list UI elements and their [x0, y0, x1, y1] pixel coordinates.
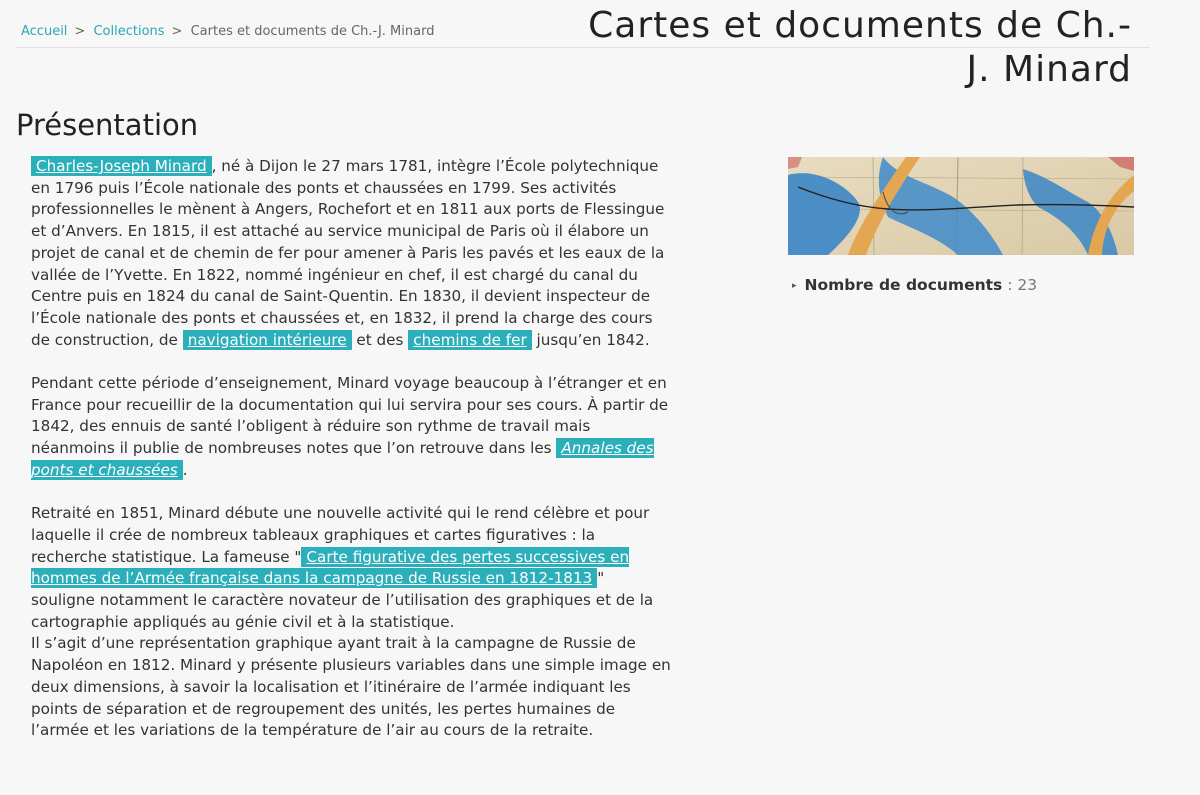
- link-carte-figurative[interactable]: Carte figurative des pertes successives en hommes de l’Armée française dans la campagne de Russie en 1812-1813: [31, 547, 630, 588]
- page-title: Cartes et documents de Ch.-J. Minard: [588, 5, 1132, 90]
- paragraph-text: Pendant cette période d’enseignement, Minard voyage beaucoup à l’étranger et en France pour recueillir de la documentation qui lui servira pour ses cours. À partir de 1842, des ennuis de santé l’obligent à réduire son rythme de travail mais néanmoins il publie de nombreuses notes que l’on retrouve dans les: [31, 374, 669, 458]
- link-charles-joseph-minard[interactable]: Charles-Joseph Minard: [31, 156, 212, 176]
- paragraph: [31, 373, 671, 482]
- breadcrumb-separator: >: [74, 24, 86, 39]
- paragraph-text: " souligne notamment le caractère novateur de l’utilisation des graphiques et de la cartographie appliqués au génie civil et à la statistique.: [31, 569, 654, 631]
- document-count: [792, 276, 1037, 294]
- paragraph-text: jusqu’en 1842.: [531, 330, 650, 349]
- paragraph-text: .: [182, 460, 188, 479]
- breadcrumb: [21, 24, 434, 39]
- map-thumbnail-icon: [788, 157, 1134, 255]
- document-count-label: Nombre de documents: [804, 276, 1003, 294]
- breadcrumb-separator: >: [171, 24, 183, 39]
- map-thumbnail[interactable]: [788, 157, 1134, 255]
- paragraph: [31, 156, 671, 351]
- breadcrumb-home-link[interactable]: Accueil: [21, 24, 68, 39]
- paragraph-text: , né à Dijon le 27 mars 1781, intègre l’École polytechnique en 1796 puis l’École nationale des ponts et chaussées en 1799. Ses activités professionnelles le mènent à Angers, Rochefort et en 1811 aux ports de Flessingue et d’Anvers. En 1815, il est attaché au service municipal de Paris où il élabore un projet de canal et de chemin de fer pour amener à Paris les pavés et les eaux de la vallée de l’Yvette. En 1822, nommé ingénieur en chef, il est chargé du canal du Centre puis en 1824 du canal de Saint-Quentin. En 1830, il devient inspecteur de l’École nationale des ponts et chaussées et, en 1832, il prend la charge des cours de construction, de: [31, 157, 665, 349]
- presentation-text: [31, 156, 671, 742]
- link-chemins-de-fer[interactable]: chemins de fer: [408, 330, 531, 350]
- document-count-value: 23: [1017, 276, 1038, 294]
- breadcrumb-collections-link[interactable]: Collections: [93, 24, 165, 39]
- section-title: Présentation: [16, 108, 199, 142]
- paragraph-text: Il s’agit d’une représentation graphique ayant trait à la campagne de Russie de Napoléon en 1812. Minard y présente plusieurs variables dans une simple image en deux dimensions, à savoir la localisation et l’itinéraire de l’armée indiquant les points de séparation et de regroupement des unités, les pertes humaines de l’armée et les variations de la température de l’air au cours de la retraite.: [31, 634, 671, 740]
- paragraph-text: Retraité en 1851, Minard débute une nouvelle activité qui le rend célèbre et pour laquelle il crée de nombreux tableaux graphiques et cartes figuratives : la recherche statistique. La fameuse ": [31, 504, 650, 566]
- caret-right-icon: ▸: [792, 281, 797, 291]
- paragraph: [31, 503, 671, 742]
- link-navigation-interieure[interactable]: navigation intérieure: [183, 330, 352, 350]
- document-count-separator: :: [1002, 276, 1018, 294]
- breadcrumb-current: Cartes et documents de Ch.-J. Minard: [190, 24, 435, 39]
- link-annales-des-ponts[interactable]: Annales des ponts et chaussées: [31, 439, 654, 479]
- paragraph-text: et des: [351, 330, 409, 349]
